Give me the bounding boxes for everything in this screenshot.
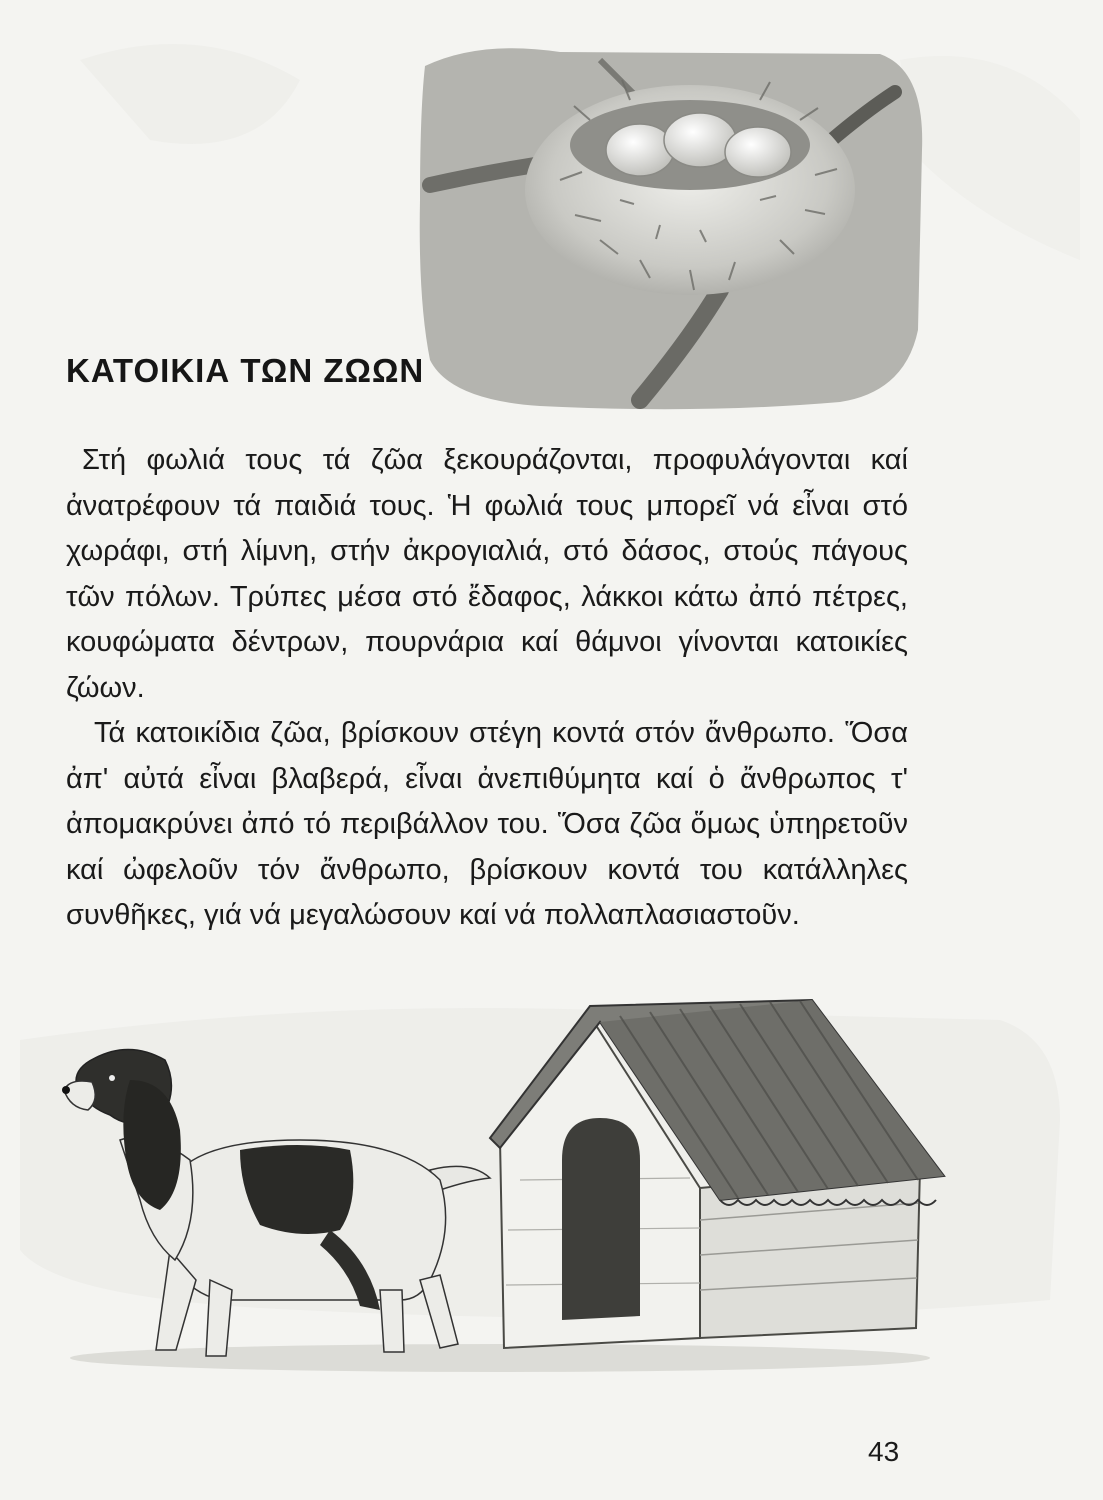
dog-doghouse-illustration [0, 980, 1103, 1390]
paragraph-2: Τά κατοικίδια ζῶα, βρίσκουν στέγη κοντά στόν ἄνθρωπο. Ὅσα ἀπ' αὐτά εἶναι βλαβερά, εἶναι ἀνεπιθύμητα καί ὁ ἄνθρωπος τ' ἀπομακρύνει ἀπό τό περιβάλλον του. Ὅσα ζῶα ὅμως ὑπηρετοῦν καί ὠφελοῦν τόν ἄνθρωπο, βρίσκουν κοντά του κατάλληλες συνθῆκες, γιά νά μεγαλώσουν καί νά πολλαπλασιαστοῦν. [66, 717, 908, 931]
page-heading: ΚΑΤΟΙΚΙΑ ΤΩΝ ΖΩΩΝ [66, 352, 425, 389]
paragraph-1: Στή φωλιά τους τά ζῶα ξεκουράζονται, προφυλάγονται καί ἀνατρέφουν τά παιδιά τους. Ἡ φωλιά τους μπορεῖ νά εἶναι στό χωράφι, στή λίμνη, στήν ἀκρογιαλιά, στό δάσος, στούς πάγους τῶν πόλων. Τρύπες μέσα στό ἔδαφος, λάκκοι κάτω ἀπό πέτρες, κουφώματα δέντρων, πουρνάρια καί θάμνοι γίνονται κατοικίες ζώων. [66, 444, 908, 704]
doghouse-door [562, 1118, 640, 1320]
page-number: 43 [868, 1436, 900, 1467]
body-text [66, 438, 908, 939]
